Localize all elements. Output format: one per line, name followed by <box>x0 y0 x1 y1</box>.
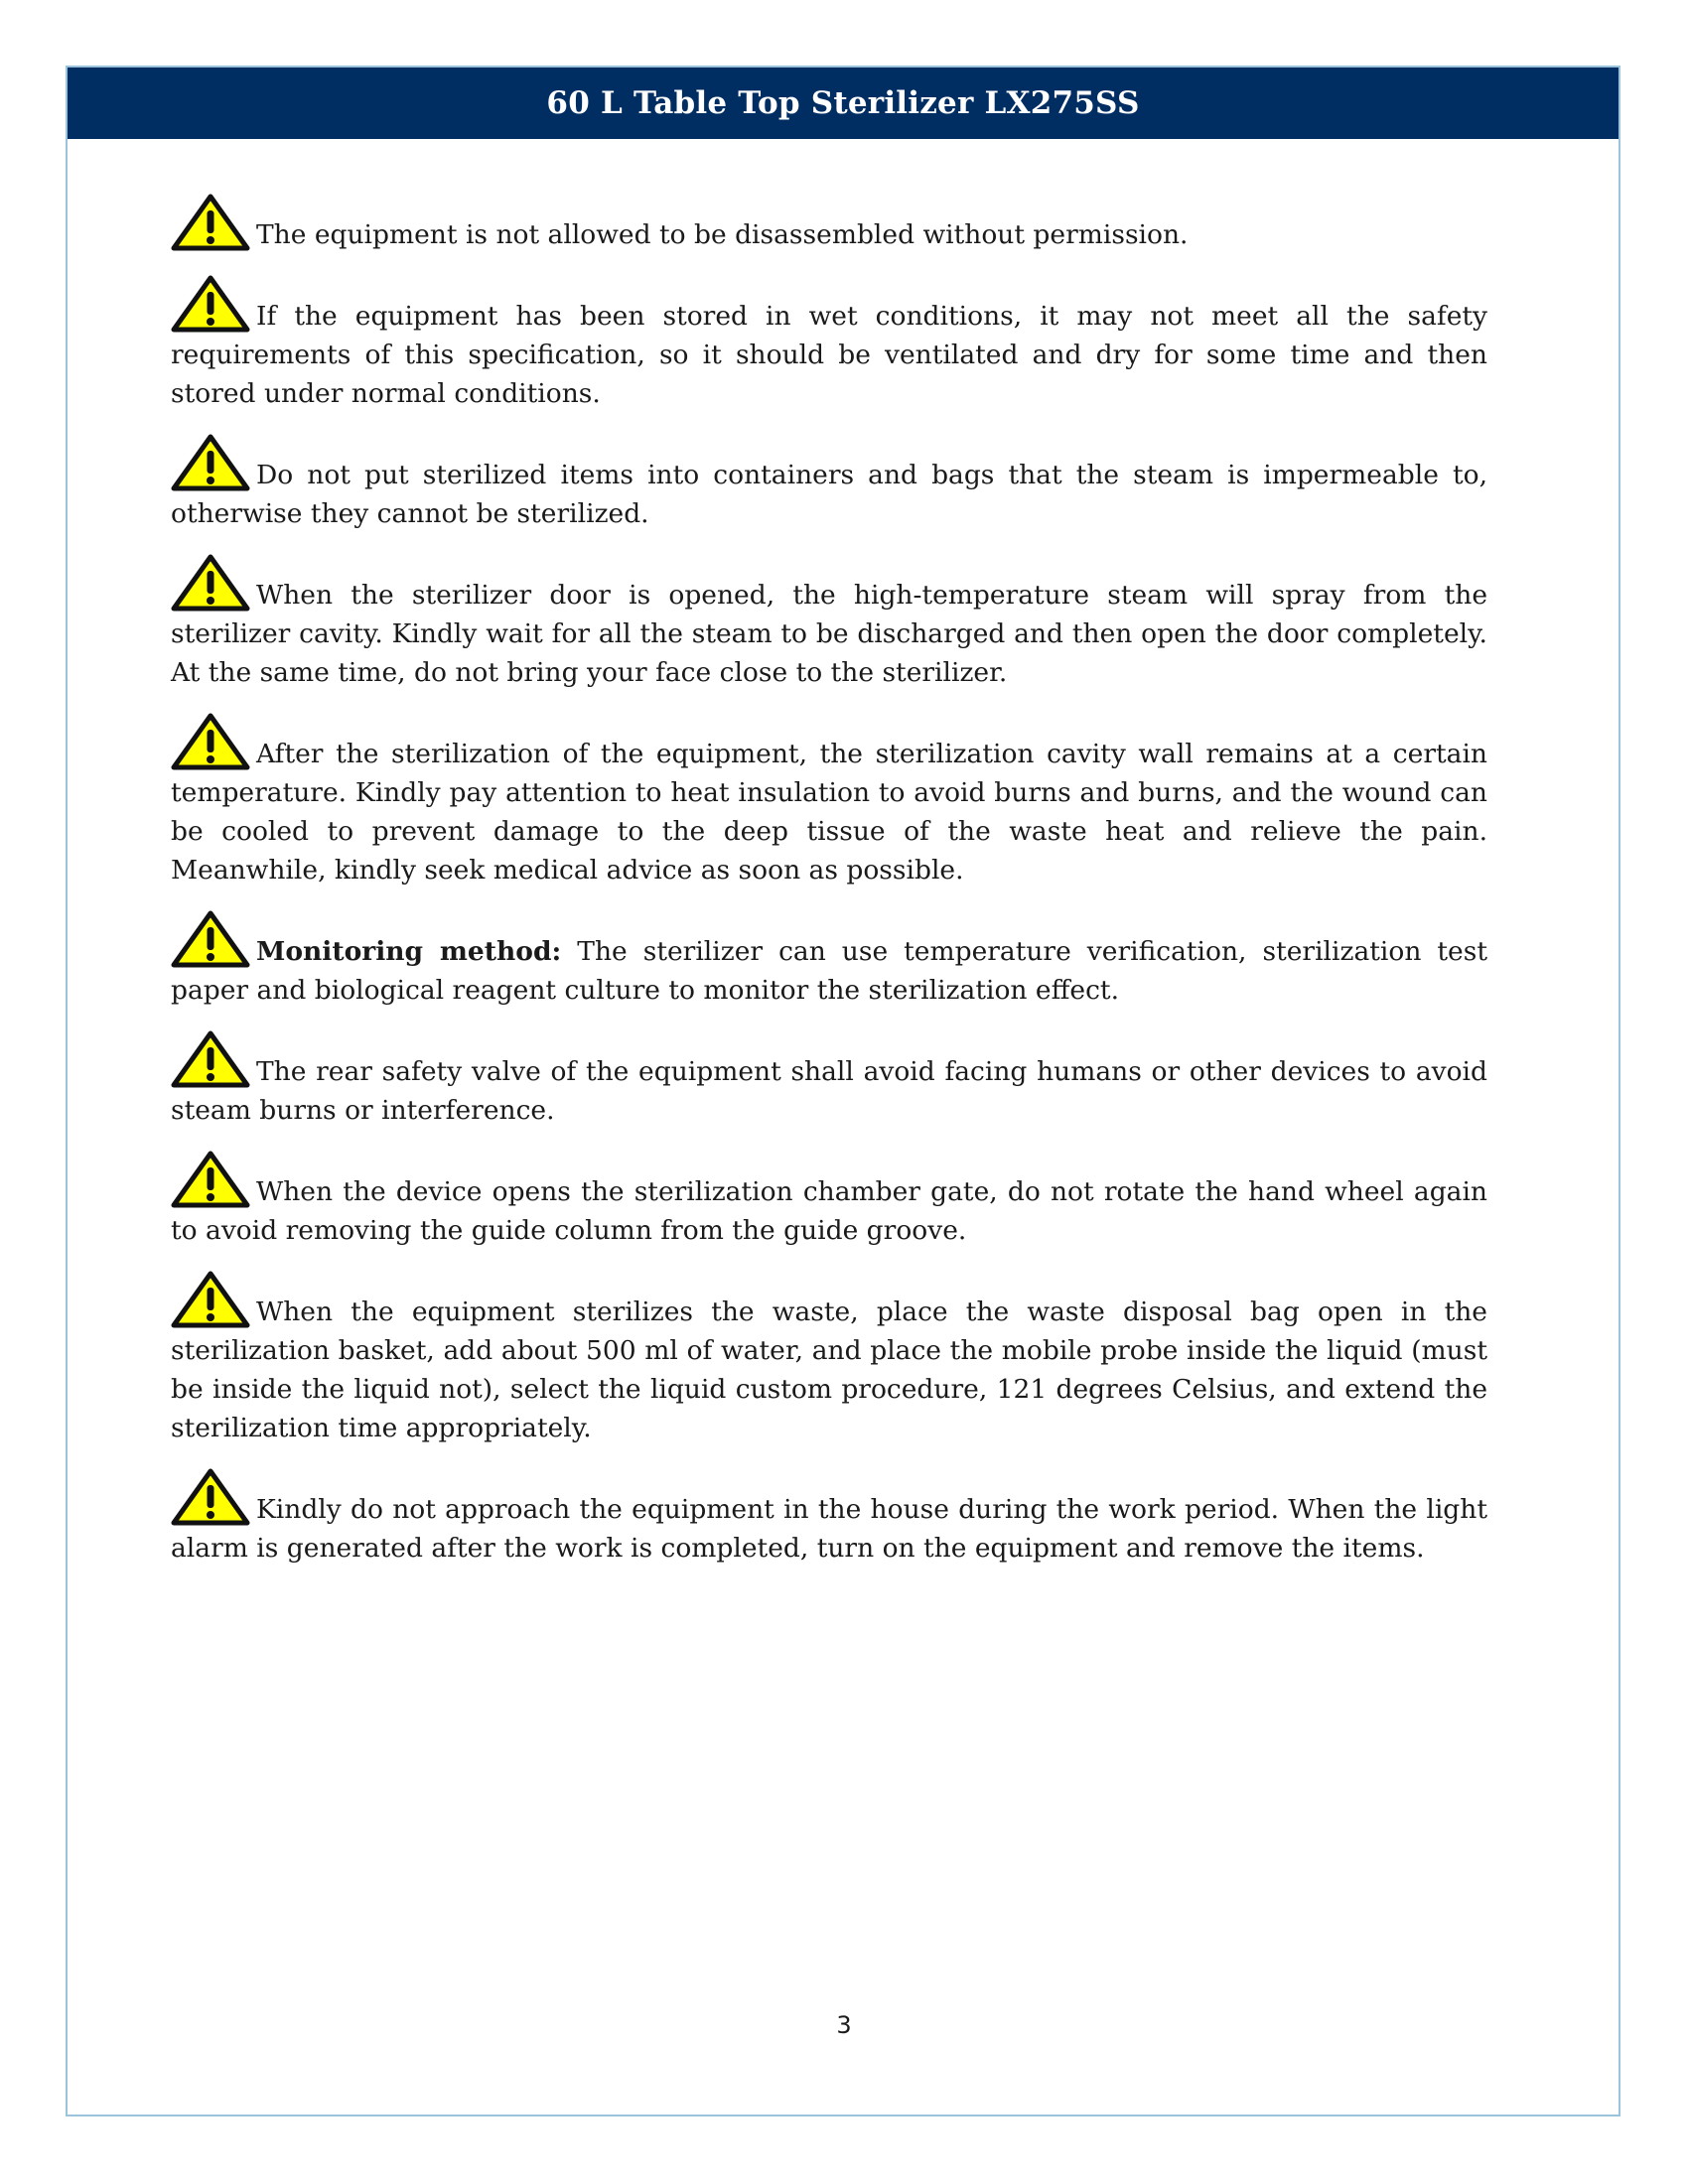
warning-triangle-icon <box>171 1468 250 1526</box>
warning-triangle-icon <box>171 910 250 968</box>
warning-item <box>171 713 1487 889</box>
warning-triangle-icon <box>171 434 250 491</box>
warning-item <box>171 910 1487 1010</box>
warning-text: Do not put sterilized items into containers and bags that the steam is impermeable to, otherwise they cannot be sterilized. <box>171 460 1487 529</box>
warning-item <box>171 1030 1487 1130</box>
warning-item <box>171 275 1487 413</box>
warning-item <box>171 194 1487 254</box>
warning-text: When the equipment sterilizes the waste, place the waste disposal bag open in the sterilization basket, add about 500 ml of water, and place the mobile probe inside the liquid (must be inside the liquid not), select the liquid custom procedure, 121 degrees Celsius, and extend the sterilization time appropriately. <box>171 1297 1487 1443</box>
page-title: 60 L Table Top Sterilizer LX275SS <box>546 85 1140 121</box>
warning-text: Kindly do not approach the equipment in the house during the work period. When the light alarm is generated after the work is completed, turn on the equipment and remove the items. <box>171 1494 1487 1564</box>
warning-item <box>171 1468 1487 1568</box>
page-number: 3 <box>836 2011 852 2039</box>
warning-text: After the sterilization of the equipment, the sterilization cavity wall remains at a certain temperature. Kindly pay attention to heat insulation to avoid burns and burns, and the wound can be cooled to prevent damage to the deep tissue of the waste heat and relieve the pain. Meanwhile, kindly seek medical advice as soon as possible. <box>171 739 1487 886</box>
warning-triangle-icon <box>171 713 250 770</box>
warning-triangle-icon <box>171 1151 250 1208</box>
warning-text: When the sterilizer door is opened, the high-temperature steam will spray from the sterilizer cavity. Kindly wait for all the steam to be discharged and then open the door completely. At the same time, do not bring your face close to the sterilizer. <box>171 580 1487 688</box>
warning-triangle-icon <box>171 194 250 251</box>
warning-text: The rear safety valve of the equipment shall avoid facing humans or other devices to avoid steam burns or interference. <box>171 1056 1487 1126</box>
warning-item <box>171 1151 1487 1250</box>
warning-triangle-icon <box>171 275 250 333</box>
warning-text: When the device opens the sterilization chamber gate, do not rotate the hand wheel again to avoid removing the guide column from the guide groove. <box>171 1176 1487 1246</box>
warning-triangle-icon <box>171 1030 250 1088</box>
warning-triangle-icon <box>171 554 250 612</box>
warning-text: The equipment is not allowed to be disassembled without permission. <box>256 219 1189 250</box>
warning-text: The sterilizer can use temperature verification, sterilization test paper and biological reagent culture to monitor the sterilization effect. <box>171 936 1487 1006</box>
warning-item <box>171 554 1487 692</box>
warning-lead: Monitoring method: <box>256 936 562 967</box>
warnings-list <box>171 194 1487 1588</box>
warning-item <box>171 434 1487 533</box>
warning-triangle-icon <box>171 1271 250 1328</box>
header-bar <box>68 68 1618 139</box>
warning-item <box>171 1271 1487 1447</box>
warning-text: If the equipment has been stored in wet conditions, it may not meet all the safety requirements of this specification, so it should be ventilated and dry for some time and then stored under normal conditions. <box>171 301 1487 409</box>
